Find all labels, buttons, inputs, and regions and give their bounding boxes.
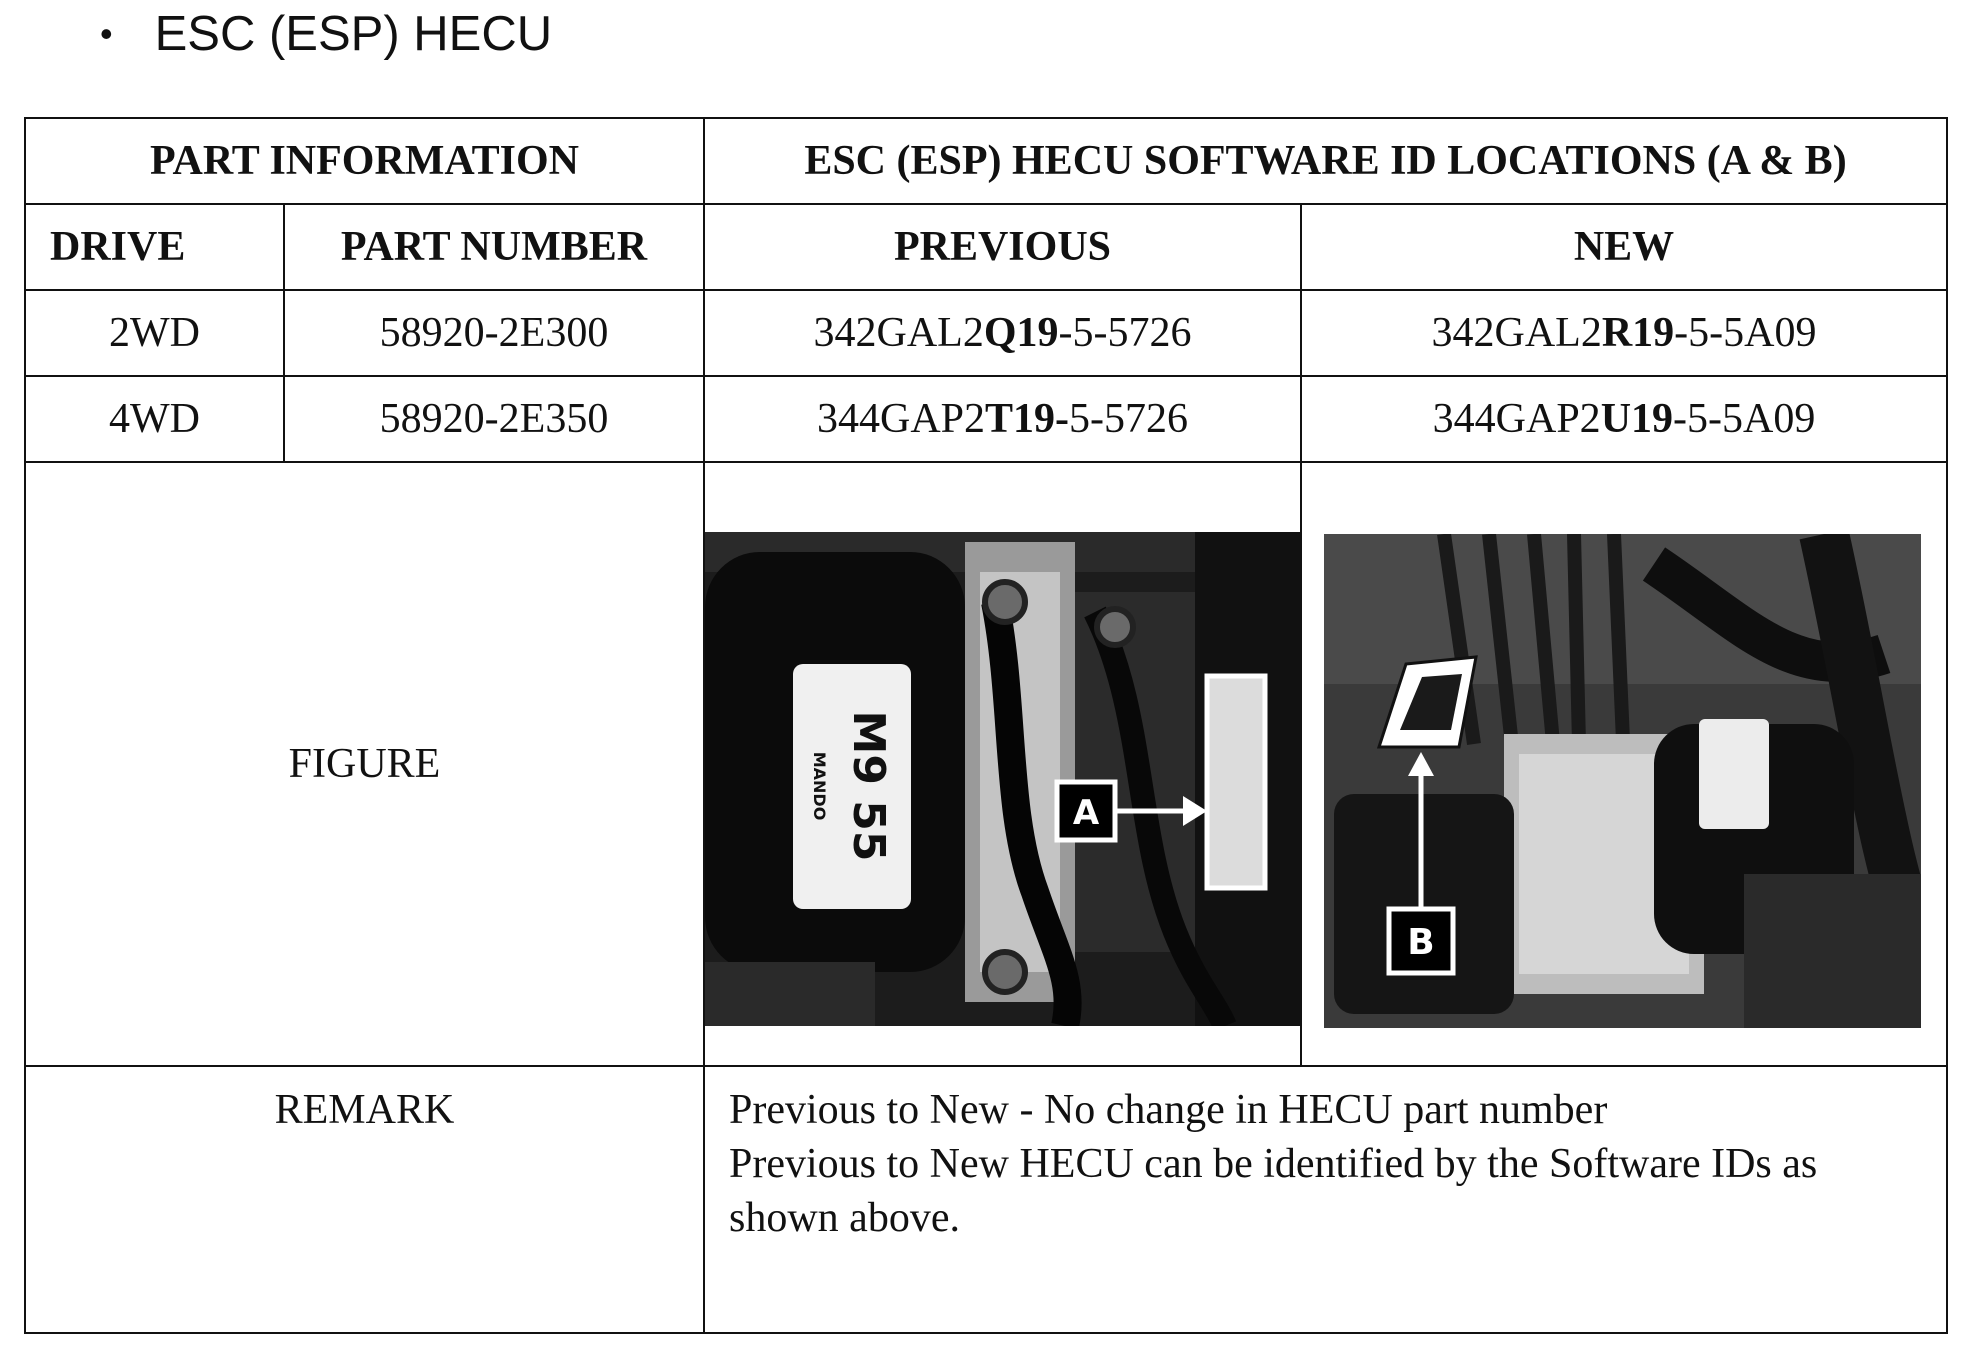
figure-row [25, 462, 1947, 1066]
software-id-prefix: 344GAP2 [1432, 396, 1601, 442]
new-software-id-cell [1301, 290, 1947, 376]
software-id-prefix: 342GAL2 [1431, 310, 1602, 356]
software-id-suffix: -5-5A09 [1674, 310, 1817, 356]
bullet: • [100, 13, 113, 54]
new-header: NEW [1301, 204, 1947, 290]
new-software-id-cell [1301, 376, 1947, 462]
callout-b-label: B [1407, 922, 1435, 963]
previous-photo-cell [704, 462, 1301, 1066]
software-id-changed-part: Q19 [983, 310, 1059, 356]
part-number-cell: 58920-2E300 [284, 290, 704, 376]
drive-cell: 4WD [25, 376, 284, 462]
drive-cell: 2WD [25, 290, 284, 376]
software-id-suffix: 5-5726 [1069, 396, 1189, 442]
section-heading [100, 4, 552, 64]
part-number-header: PART NUMBER [284, 204, 704, 290]
callout-a-label: A [1072, 793, 1100, 833]
software-id-changed-part: U19 [1600, 396, 1674, 442]
software-id-changed-part: R19 [1601, 310, 1675, 356]
remark-text [704, 1066, 1947, 1333]
part-number-cell: 58920-2E350 [284, 376, 704, 462]
software-id-locations-header: ESC (ESP) HECU SOFTWARE ID LOCATIONS (A & B) [704, 118, 1947, 204]
drive-header: DRIVE [25, 204, 284, 290]
software-id-suffix: -5-5A09 [1673, 396, 1816, 442]
part-information-header: PART INFORMATION [25, 118, 704, 204]
hecu-label-brand: MANDO [810, 751, 829, 821]
new-hecu-photo [1324, 534, 1921, 1028]
software-id-prefix: 342GAL2 [813, 310, 984, 356]
previous-hecu-photo [705, 532, 1301, 1026]
table-subheader-row [25, 204, 1947, 290]
remark-row [25, 1066, 1947, 1333]
section-title: ESC (ESP) HECU [154, 7, 553, 61]
remark-label: REMARK [25, 1066, 704, 1333]
motor-label-sticker [1699, 719, 1769, 829]
software-id-location-a-box [1207, 676, 1265, 888]
software-id-suffix: -5-5726 [1058, 310, 1192, 356]
previous-header: PREVIOUS [704, 204, 1301, 290]
table-row [25, 290, 1947, 376]
software-id-prefix: 344GAP2 [816, 396, 986, 442]
remark-line: Previous to New - No change in HECU part number [729, 1087, 1608, 1133]
table-header-row [25, 118, 1947, 204]
software-id-changed-part: T19- [985, 396, 1070, 442]
hecu-label-code: M9 55 [843, 710, 894, 862]
previous-software-id-cell [704, 290, 1301, 376]
remark-line: Previous to New HECU can be identified by the Software IDs as shown above. [729, 1141, 1818, 1241]
previous-software-id-cell [704, 376, 1301, 462]
hecu-software-id-table [24, 117, 1948, 1334]
figure-label: FIGURE [25, 462, 704, 1066]
table-row [25, 376, 1947, 462]
new-photo-cell [1301, 462, 1947, 1066]
